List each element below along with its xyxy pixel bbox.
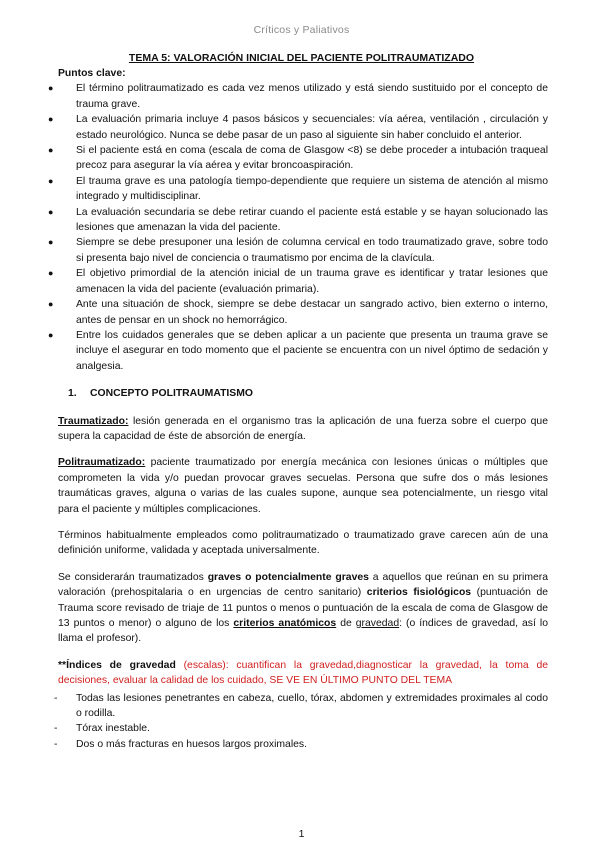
- list-item: ● Entre los cuidados generales que se deben aplicar a un paciente que presenta un trauma grave se incluye el asegurar en todo momento que el paciente se encuentra con un nivel óptimo de sedación y analgesia.: [48, 329, 548, 372]
- page-header: Críticos y Paliativos: [253, 24, 350, 36]
- bullet-icon: ●: [48, 268, 54, 279]
- term-traumatizado: Traumatizado:: [58, 415, 129, 427]
- list-item: - Tórax inestable.: [58, 721, 548, 736]
- bullet-icon: ●: [48, 175, 54, 186]
- list-item: ● Si el paciente está en coma (escala de coma de Glasgow <8) se debe proceder a intubación traqueal precoz para asegurar la vía aérea y evitar broncoaspiración.: [48, 145, 548, 172]
- list-item: ● Ante una situación de shock, siempre se debe destacar un sangrado activo, bien externo o interno, antes de pensar en un shock no hemorrágico.: [48, 299, 548, 326]
- bullet-icon: ●: [48, 83, 54, 94]
- definition-traumatizado: Traumatizado: lesión generada en el organismo tras la aplicación de una fuerza sobre el cuerpo que supera la capacidad de éste de absorción de energía.: [58, 415, 548, 442]
- list-item: ● La evaluación secundaria se debe retirar cuando el paciente está estable y se hayan solucionado las lesiones que amenazan la vida del paciente.: [48, 206, 548, 234]
- key-points-list: [48, 81, 548, 374]
- bullet-icon: ●: [48, 329, 54, 340]
- bullet-icon: ●: [48, 206, 54, 217]
- key-points-label: Puntos clave:: [58, 68, 126, 79]
- section-heading: [58, 386, 548, 401]
- bullet-icon: ●: [48, 237, 54, 248]
- dash-icon: -: [54, 723, 58, 735]
- page-title: TEMA 5: VALORACIÓN INICIAL DEL PACIENTE POLITRAUMATIZADO: [128, 52, 475, 64]
- term-politraumatizado: Politraumatizado:: [58, 457, 146, 469]
- list-item: - Todas las lesiones penetrantes en cabeza, cuello, tórax, abdomen y extremidades proximales al codo o rodilla.: [54, 692, 548, 720]
- bullet-icon: ●: [48, 299, 54, 310]
- list-item: ● El término politraumatizado es cada vez menos utilizado y está siendo sustituido por el concepto de trauma grave.: [48, 83, 548, 110]
- document-body: [48, 66, 549, 752]
- paragraph-considered: Se considerarán traumatizados graves o potencialmente graves a aquellos que reúnan en su primera valoración (prehospitalaria o en urgencias de centro sanitario) criterios fisiológicos (puntuación de Trauma score revisado de triaje de 11 puntos o menos o puntuación de la escala de coma de Glasgow de 13 puntos o menor) o alguno de los criterios anatómicos de gravedad: (o índices de gravedad, así lo llama el profesor).: [58, 571, 549, 645]
- criteria-list: [54, 691, 548, 753]
- paragraph-terms: Términos habitualmente empleados como politraumatizado o traumatizado grave carecen aún de una definición uniforme, validada y aceptada universalmente.: [58, 529, 548, 557]
- section-number: 1.: [68, 388, 77, 400]
- definition-politraumatizado: Politraumatizado: paciente traumatizado por energía mecánica con lesiones únicas o múltiples que comprometen la vida y/o puedan provocar graves secuelas. Persona que sufre dos o más lesiones traumáticas graves, alguna o varias de las cuales supone, aunque sea potencialmente, un riesgo vital para el paciente y múltiples complicaciones.: [58, 457, 548, 515]
- bullet-icon: ●: [48, 114, 54, 125]
- bullet-icon: ●: [48, 145, 54, 156]
- indices-note: **Índices de gravedad (escalas): cuantifican la gravedad,diagnosticar la gravedad, la toma de decisiones, evaluar la calidad de los cuidado, SE VE EN ÚLTIMO PUNTO DEL TEMA: [58, 659, 549, 687]
- list-item: ● El trauma grave es una patología tiempo-dependiente que requiere un sistema de atención al mismo integrado y multidisciplinar.: [48, 175, 548, 203]
- dash-icon: -: [54, 738, 58, 750]
- list-item: ● Siempre se debe presuponer una lesión de columna cervical en todo traumatizado grave, sobre todo si presenta bajo nivel de conciencia o traumatismo por encima de la clavícula.: [48, 237, 548, 264]
- dash-icon: -: [54, 692, 58, 704]
- list-item: ● El objetivo primordial de la atención inicial de un trauma grave es identificar y tratar lesiones que amenacen la vida del paciente (evaluación primaria).: [48, 268, 548, 295]
- list-item: - Dos o más fracturas en huesos largos proximales.: [58, 737, 548, 752]
- list-item: ● La evaluación primaria incluye 4 pasos básicos y secuenciales: vía aérea, ventilación , circulación y estado neurológico. Nunca se debe pasar de un paso al siguiente sin haber concluido el anterior.: [48, 114, 548, 141]
- section-title: CONCEPTO POLITRAUMATISMO: [90, 388, 253, 400]
- page-number: 1: [298, 828, 305, 840]
